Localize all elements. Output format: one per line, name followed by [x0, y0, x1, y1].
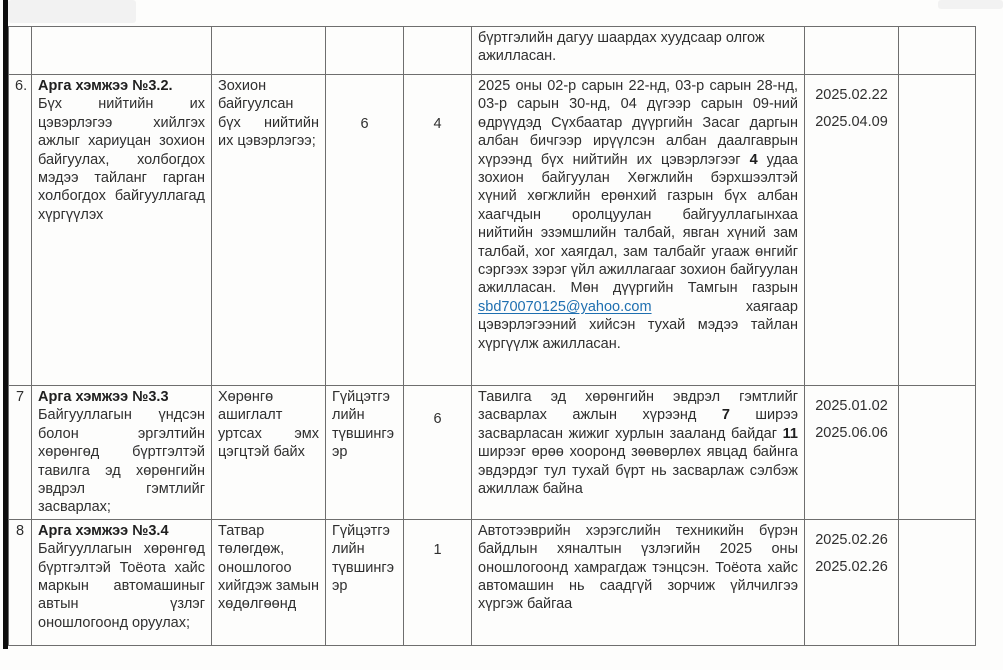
measure-body: Байгууллагын үндсэн болон эргэлтийн хөрөнгөд бүртгэлтэй тавилга эд хөрөнгийн эвдрэл гэмтлийг засварлах;: [38, 407, 205, 516]
unit-cell: [326, 27, 404, 75]
empty-cell: [899, 27, 976, 75]
target-cell: [404, 27, 472, 75]
email-link[interactable]: sbd70070125@yahoo.com: [478, 298, 652, 315]
text-segment: 2025 оны 02-р сарын 22-нд, 03-р сарын 28-нд, 03-р сарын 30-нд, 04 дүгээр сарын 09-ний өдрүүдэд Сүхбаатар дүүргийн Засаг даргын албан бичгээр ирүүлсэн албан даалгаврын хүрээнд бүх нийтийн их цэвэрлэгээг: [478, 78, 798, 168]
target-cell: 1: [404, 519, 472, 645]
date-cell: [805, 75, 899, 386]
date-cell: [805, 27, 899, 75]
table-row: [9, 386, 976, 520]
target-cell: 4: [404, 75, 472, 386]
text-segment: 4: [749, 151, 758, 168]
scan-smudge: [8, 0, 136, 23]
unit-cell: 6: [326, 75, 404, 386]
date-cell: [805, 386, 899, 520]
indicator-cell: Хөрөнгө ашиглалт уртсах эмх цэгцтэй байх: [212, 386, 326, 520]
row-number-cell: 8: [9, 519, 32, 645]
measure-title: Арга хэмжээ №3.3: [38, 389, 169, 405]
text-segment: удаа зохион байгуулан Хөгжлийн бэрхшээлтэй хүний хөгжлийн ерөнхий газрын бүх албан хаагчдын оролцуулан байгууллагынхаа нийтийн эзэмшлийн талбай, явган хүний зам талбай, хог хаягдал, зам талбайг угааж өнгийг сэргээх зэрэг үйл ажиллагааг зохион байгуулан ажилласан. Мөн дүүргийн Тамгын газрын: [478, 151, 798, 297]
measure-title: Арга хэмжээ №3.4: [38, 522, 169, 539]
text-segment: ширээг өрөө хооронд зөөвөрлөх явцад байнга эвдэрдэг тул тухай бүрт нь засварлаж сэлбэж ажиллаж байна: [478, 444, 798, 498]
result-description-cell: [472, 27, 805, 75]
date-value: 2025.02.22: [815, 87, 888, 103]
text-segment: хаягаар цэвэрлэгээний хийсэн тухай мэдээ тайлан хүргүүлж ажилласан.: [478, 298, 798, 352]
measure-cell: [32, 519, 212, 645]
unit-cell: Гүйцэтгэлийн түвшингээр: [326, 519, 404, 645]
scan-smudge: [938, 0, 1003, 9]
text-segment: 11: [782, 425, 798, 442]
indicator-cell: Татвар төлөгдөж, оношлогоо хийгдэж замын хөдөлгөөнд: [212, 519, 326, 645]
date-value: 2025.06.06: [815, 425, 888, 442]
date-value: 2025.04.09: [815, 114, 888, 131]
indicator-cell: [212, 27, 326, 75]
empty-cell: [899, 519, 976, 645]
table-row: [9, 75, 976, 386]
table-row: [9, 519, 976, 645]
text-segment: бүртгэлийн дагуу шаардах хуудсаар олгож ажилласан.: [478, 30, 765, 65]
row-number-cell: [9, 27, 32, 75]
date-cell: [805, 519, 899, 645]
text-segment: 7: [721, 407, 730, 424]
table-row: [9, 27, 976, 75]
empty-cell: [899, 386, 976, 520]
date-value: 2025.02.26: [815, 531, 888, 548]
row-number-cell: 6.: [9, 75, 32, 386]
text-segment: Тавилга эд хөрөнгийн эвдрэл гэмтлийг засварлах ажлын хүрээнд: [478, 389, 798, 424]
measure-cell: [32, 75, 212, 386]
row-number-cell: 7: [9, 386, 32, 520]
unit-cell: Гүйцэтгэлийн түвшингээр: [326, 386, 404, 520]
result-description-cell: [472, 75, 805, 386]
indicator-cell: Зохион байгуулсан бүх нийтийн их цэвэрлэгээ;: [212, 75, 326, 386]
target-cell: 6: [404, 386, 472, 520]
measure-cell: [32, 386, 212, 520]
result-description-cell: [472, 386, 805, 520]
measure-cell: [32, 27, 212, 75]
date-value: 2025.02.26: [815, 559, 888, 576]
measure-title: Арга хэмжээ №3.2.: [38, 78, 173, 94]
text-segment: Автотээврийн хэрэгслийн техникийн бүрэн байдлын хяналтын үзлэгийн 2025 оны оношлогоонд хамрагдаж тэнцсэн. Тоёота хайс автомашин нь саадгүй зорчиж үйлчилгээ хүргэж байгаа: [478, 522, 798, 613]
measure-body: Бүх нийтийн их цэвэрлэгээ хийлгэх ажлыг хариуцан зохион байгуулах, холбогдох мэдээ тайланг гарган холбогдох байгууллагад хүргүүлэх: [38, 96, 205, 223]
text-segment: ширээ засварласан жижиг хурлын зааланд байдаг: [478, 407, 798, 442]
report-table: [8, 26, 976, 646]
result-description-cell: [472, 519, 805, 645]
date-value: 2025.01.02: [815, 398, 888, 414]
empty-cell: [899, 75, 976, 386]
measure-body: Байгууллагын хөрөнгөд бүртгэлтэй Тоёота хайс маркын автомашиныг автын үзлэг оношлогоонд оруулах;: [38, 541, 205, 631]
